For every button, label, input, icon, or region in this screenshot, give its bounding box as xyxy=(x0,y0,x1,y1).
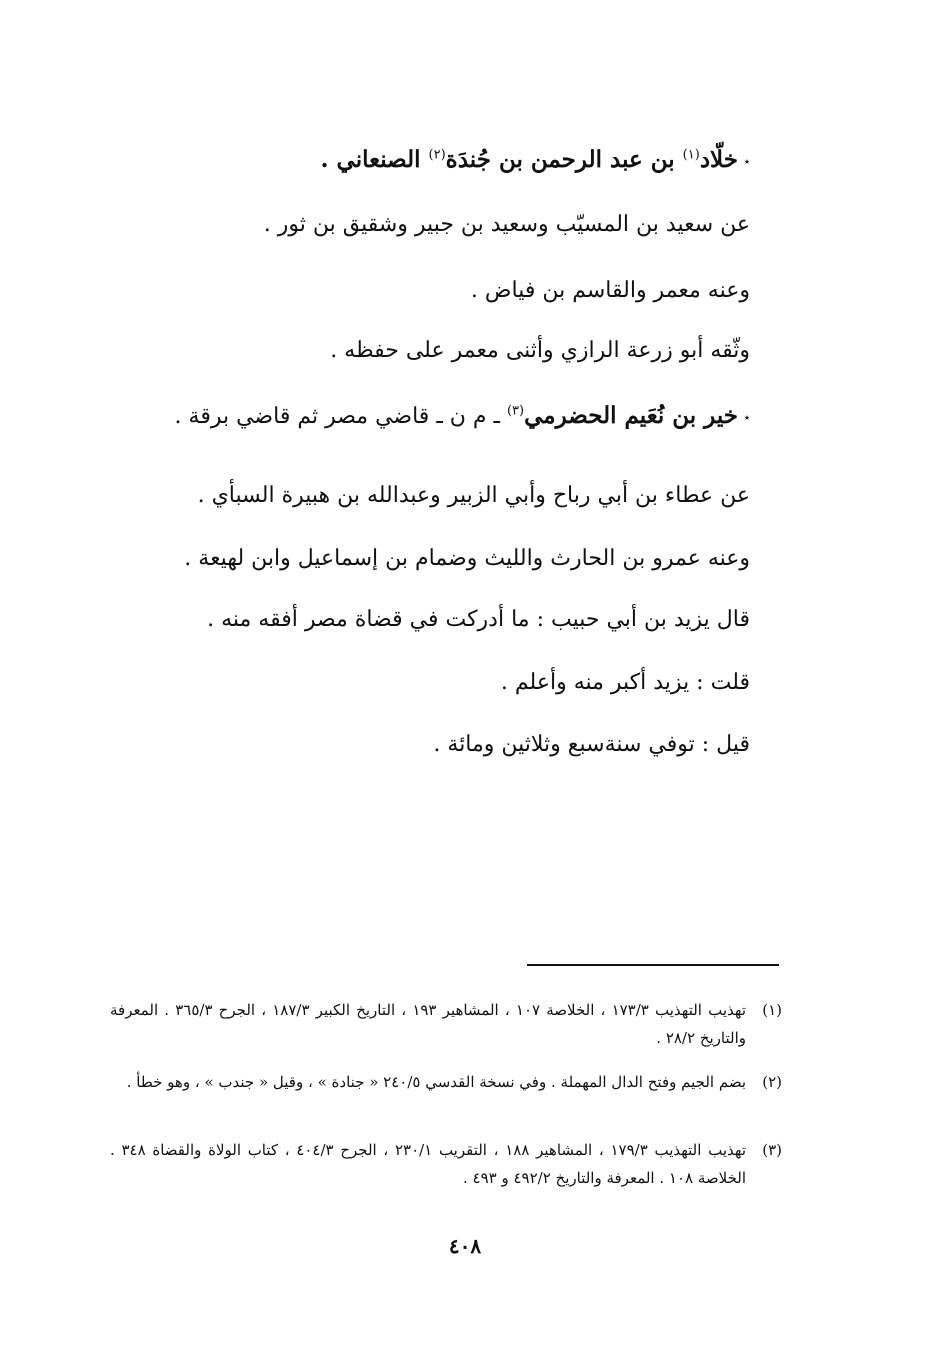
entry-2-line-4: قلت : يزيد أكبر منه وأعلم . xyxy=(500,670,750,695)
footnote-number: (٣) xyxy=(762,1141,782,1159)
footnote-divider xyxy=(527,964,779,966)
entry-2-line-3: قال يزيد بن أبي حبيب : ما أدركت في قضاة مصر أفقه منه . xyxy=(207,607,750,632)
footnote-1 xyxy=(110,996,782,1052)
footnote-ref-2: (٢) xyxy=(428,147,446,163)
entry-1-line-1: عن سعيد بن المسيّب وسعيد بن جبير وشقيق بن ثور . xyxy=(263,212,750,237)
entry-2-line-2: وعنه عمرو بن الحارث والليث وضمام بن إسماعيل وابن لهيعة . xyxy=(184,546,750,571)
entry-1-heading xyxy=(321,148,750,171)
entry-1-line-2: وعنه معمر والقاسم بن فياض . xyxy=(470,278,750,303)
entry-1-line-3: وثّقه أبو زرعة الرازي وأثنى معمر على حفظه . xyxy=(330,338,750,363)
footnote-text: تهذيب التهذيب ١٧٣/٣ ، الخلاصة ١٠٧ ، المشاهير ١٩٣ ، التاريخ الكبير ١٨٧/٣ ، الجرح ٣٦٥/٣ . المعرفة والتاريخ ٢٨/٢ . xyxy=(110,1001,746,1047)
footnote-ref-3: (٣) xyxy=(506,403,525,419)
entry-1-name: خلّاد xyxy=(699,146,738,173)
footnote-2 xyxy=(110,1068,782,1096)
entry-1-nisba: الصنعاني . xyxy=(320,146,429,173)
star-marker: ٭ xyxy=(744,410,750,424)
footnote-text: تهذيب التهذيب ١٧٩/٣ ، المشاهير ١٨٨ ، التقريب ٢٣٠/١ ، الجرح ٤٠٤/٣ ، كتاب الولاة والقضاة ٣٤٨ . الخلاصة ١٠٨ . المعرفة والتاريخ ٤٩٢/٢ و ٤٩٣ . xyxy=(110,1141,746,1187)
footnote-text: بضم الجيم وفتح الدال المهملة . وفي نسخة القدسي ٢٤٠/٥ « جنادة » ، وقيل « جندب » ، وهو خطأ . xyxy=(126,1073,746,1091)
footnote-ref-1: (١) xyxy=(682,147,700,163)
footnote-3 xyxy=(110,1136,782,1192)
page-number: ٤٠٨ xyxy=(448,1234,482,1258)
footnote-number: (١) xyxy=(762,1001,782,1019)
entry-1-lineage: بن عبد الرحمن بن جُندَة xyxy=(445,146,683,173)
footnote-number: (٢) xyxy=(762,1073,782,1091)
star-marker: ٭ xyxy=(744,154,750,168)
entry-2-line-5: قيل : توفي سنةسبع وثلاثين ومائة . xyxy=(433,732,750,757)
entry-2-desc: ـ م ن ـ قاضي مصر ثم قاضي برقة . xyxy=(174,404,507,429)
entry-2-heading xyxy=(175,404,750,428)
entry-2-line-1: عن عطاء بن أبي رباح وأبي الزبير وعبدالله بن هبيرة السبأي . xyxy=(197,483,750,508)
entry-2-name: خير بن نُعَيم الحضرمي xyxy=(524,402,738,429)
